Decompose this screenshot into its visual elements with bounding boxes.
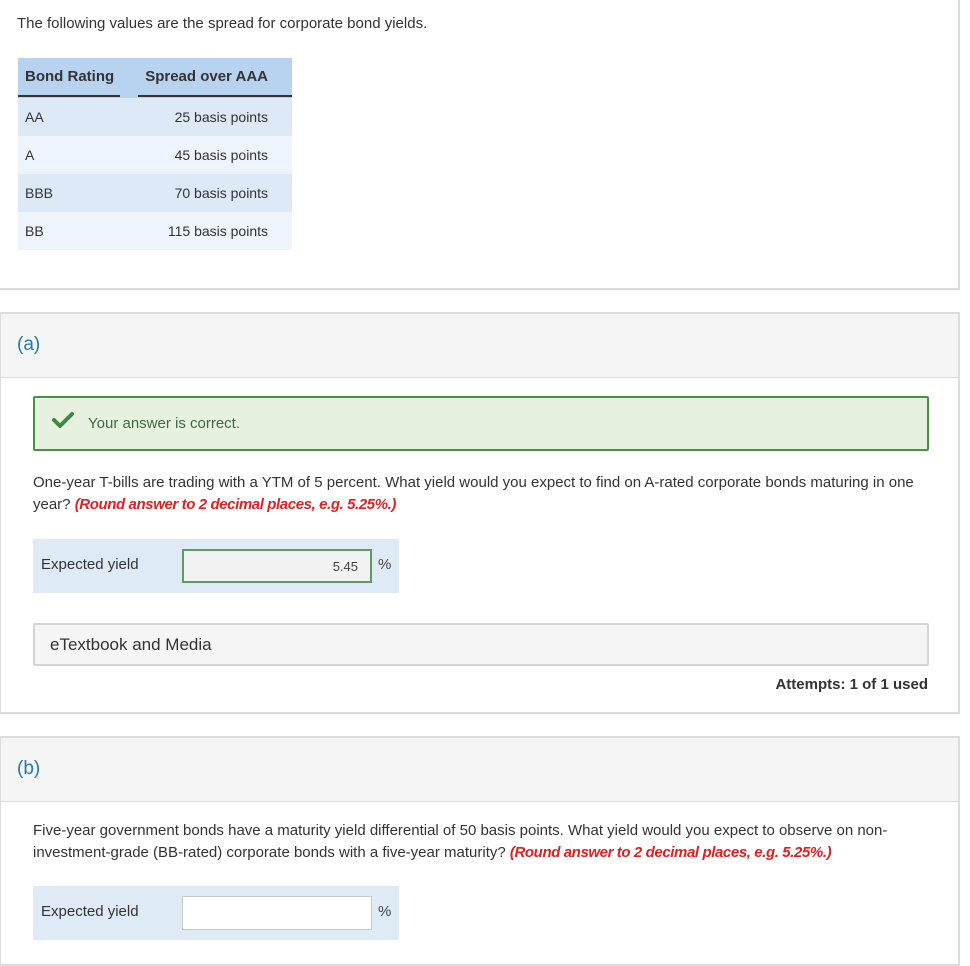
table-cell-spread: 115 basis points (128, 212, 292, 250)
table-cell-spread: 70 basis points (128, 174, 292, 212)
part-b-answer-row (33, 886, 399, 940)
part-a-unit: % (378, 556, 392, 573)
etextbook-media-label: eTextbook and Media (50, 635, 212, 654)
intro-card (0, 0, 960, 290)
attempts-counter: Attempts: 1 of 1 used (775, 676, 928, 693)
part-a-hint: (Round answer to 2 decimal places, e.g. 5.25%.) (74, 496, 397, 513)
part-b-answer-label: Expected yield (41, 903, 139, 920)
checkmark-icon (52, 411, 74, 429)
part-b-card (0, 736, 960, 966)
etextbook-media-button[interactable] (33, 623, 929, 666)
part-a-expected-yield-input[interactable] (182, 549, 372, 583)
part-a-question-text: One-year T-bills are trading with a YTM of 5 percent. What yield would you expect to find on A-rated corporate bonds maturing in one year? (33, 474, 914, 513)
part-b-question-text: Five-year government bonds have a maturity yield differential of 50 basis points. What yield would you expect to observe on non-investment-grade (BB-rated) corporate bonds with a five-year maturity? (33, 822, 888, 861)
part-b-header (1, 738, 958, 802)
spread-table (18, 58, 292, 250)
table-cell-rating: A (18, 136, 128, 174)
table-cell-rating: AA (18, 98, 128, 136)
part-a-header (1, 314, 958, 378)
part-b-unit: % (378, 903, 392, 920)
part-b-label: (b) (17, 758, 41, 779)
part-b-hint: (Round answer to 2 decimal places, e.g. 5.25%.) (509, 844, 832, 861)
part-a-card (0, 312, 960, 714)
table-cell-spread: 25 basis points (128, 98, 292, 136)
table-row (18, 212, 292, 250)
part-b-expected-yield-input[interactable] (182, 896, 372, 930)
table-cell-spread: 45 basis points (128, 136, 292, 174)
table-cell-rating: BB (18, 212, 128, 250)
part-a-answer-label: Expected yield (41, 556, 139, 573)
table-row (18, 174, 292, 212)
table-header-bond-rating: Bond Rating (18, 59, 120, 97)
correct-answer-text: Your answer is correct. (88, 415, 241, 432)
intro-text: The following values are the spread for corporate bond yields. (17, 15, 428, 32)
table-header-spread: Spread over AAA (138, 59, 292, 97)
part-a-label: (a) (17, 334, 41, 355)
part-a-answer-row (33, 539, 399, 593)
table-row (18, 136, 292, 174)
table-row (18, 98, 292, 136)
table-cell-rating: BBB (18, 174, 128, 212)
correct-answer-banner (33, 396, 929, 451)
part-a-question (33, 472, 933, 516)
part-b-question (33, 820, 933, 864)
